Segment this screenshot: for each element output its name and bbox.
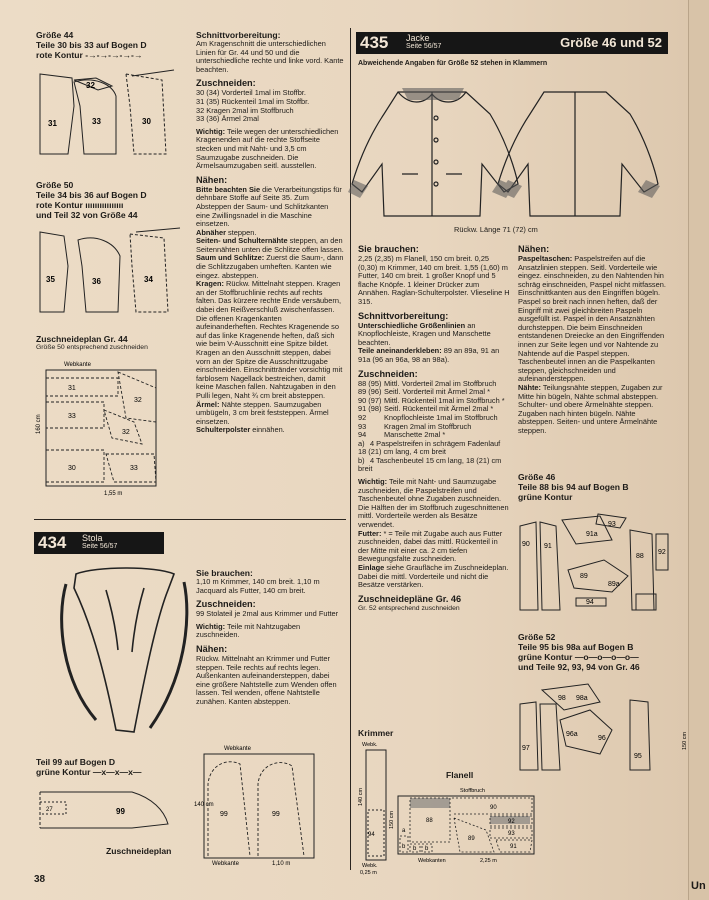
piece-label: 91a — [586, 531, 598, 538]
piece-label: 90 — [490, 805, 497, 811]
g46-pattern-diagram — [516, 510, 676, 620]
stola-instructions — [196, 568, 344, 707]
piece-label: 34 — [144, 275, 153, 284]
flanell-label: Flanell — [446, 770, 474, 780]
piece-label: 88 — [426, 818, 433, 824]
cut-list — [358, 380, 510, 475]
jacke-back-length: Rückw. Länge 71 (72) cm — [454, 225, 538, 234]
piece-label: 30 — [68, 465, 76, 472]
plan-height: 160 cm — [36, 414, 42, 434]
stola-plan-label: Zuschneideplan — [106, 846, 172, 856]
size50-title: Größe 50 — [36, 180, 74, 190]
cut-list-item: 33 (36) Ärmel 2mal — [196, 114, 259, 124]
important-note: Wichtig: Teile wegen der unterschiedlichen Kragenenden auf die rechte Stoffseite stecken und mit Naht- und 3,5 cm Saumzugabe zuschneiden. Die Ärmelsaumzugaben seitl. ausstellen. — [196, 126, 339, 171]
piece-label: b — [413, 846, 417, 852]
cut-list-item: 32 Kragen 2mal im Stoffbruch — [196, 105, 294, 115]
piece-label: 90 — [522, 541, 530, 548]
cut-list-item: 91 (98) Seitl. Rückenteil mit Ärmel 2mal * — [358, 404, 494, 414]
plan-height: 140 cm — [194, 802, 214, 808]
g52-line2: grüne Kontur —o—o—o—o— — [518, 652, 639, 662]
important-note: Wichtig: Teile mit Naht- und Saumzugabe zuschneiden, die Paspelstreifen und Taschenbeutel ohne Zugaben zuschneiden. Die Hälften der im Stoffbruch zugeschnittenen mittl. Vorderteile werden als Besätze verwendet. — [358, 477, 509, 530]
g52-line1: Teile 95 bis 98a auf Bogen B — [518, 642, 634, 652]
sew-paragraph: Saum und Schlitze: Zuerst die Saum-, dann die Schlitzzugaben umheften. Kanten wie eingez. absteppen. — [196, 253, 344, 280]
piece-label: 96a — [566, 731, 578, 738]
stola-cutting-plan — [194, 744, 344, 874]
size44-pattern-diagram — [34, 66, 189, 166]
cut-heading: Zuschneiden: — [196, 78, 256, 89]
interfacing-note: Einlage siehe Graufläche im Zuschneideplan. Dabei die mittl. Vorderteile und nicht die Besätze verstärken. — [358, 563, 509, 590]
size50-line3: und Teil 32 von Größe 44 — [36, 210, 138, 220]
vertical-divider — [350, 28, 351, 870]
piece-label: b — [402, 844, 406, 850]
jacke-illustration — [358, 74, 668, 224]
piece-label: 98 — [558, 695, 566, 702]
piece-label: 98a — [576, 695, 588, 702]
g46-line1: Teile 88 bis 94 auf Bogen B — [518, 482, 629, 492]
stola-part-caption — [36, 757, 196, 777]
piece-label: 27 — [46, 807, 53, 813]
piece-label: 93 — [508, 831, 515, 837]
piece-label: 92 — [658, 549, 666, 556]
krimmer-plan — [358, 740, 394, 876]
flanell-webkante: Webkanten — [418, 858, 446, 864]
plan-webkante: Webkante — [64, 362, 91, 368]
sew-paragraph: Kragen: Rückw. Mittelnaht steppen. Kragen an der Stoffbruchlinie rechts auf rechts falten. Das kürzere rechte Ende versäubern, dabei den Reißverschluß zwischenfassen. Die offenen Kragenkanten aufeinanderheften. Rechtes Kragenende so auf das linke Kragenende heften, daß sich wie beim V-Ausschnitt eine Spitze bildet. Kragen an den Ausschnitt steppen, dabei vorn an der Spitze die Ausschnittzugabe einschneiden. Einschnittränder vorsichtig mit farblosem Nagellack bestreichen, damit keine Maschen fallen. Nahtzugaben in den Pulli legen, Naht ¾ cm breit absteppen. — [196, 279, 343, 400]
piece-label: 32 — [134, 397, 142, 404]
cut-list-item: 94 Manschette 2mal * — [358, 430, 446, 440]
piece-label: 33 — [130, 465, 138, 472]
size50-caption — [36, 180, 186, 220]
piece-label: 94 — [368, 832, 375, 838]
piece-label: 99 — [220, 811, 228, 818]
sew-paragraph: Ärmel: Nähte steppen. Saumzugaben umbügeln, 3 cm breit feststeppen. Ärmel einsetzen. — [196, 399, 329, 426]
jacke-title: Jacke — [406, 33, 430, 43]
piece-label: 96 — [598, 735, 606, 742]
webk-label: Webk. — [362, 742, 378, 748]
piece-label: 31 — [68, 385, 76, 392]
krimmer-label: Krimmer — [358, 728, 394, 738]
cut-list-item: a) 4 Paspelstreifen in schrägem Fadenlauf 18 (21) cm lang, 4 cm breit — [358, 438, 501, 457]
g52-pattern-diagram — [516, 680, 666, 775]
jacke-number: 435 — [360, 33, 389, 52]
plan-width: 1,55 m — [104, 491, 123, 497]
cut-list-item: 93 Kragen 2mal im Stoffbruch — [358, 421, 472, 431]
piece-label: 32 — [86, 81, 95, 90]
sew-paragraph: Nähte: Teilungsnähte steppen, Zugaben zur Mitte hin bügeln, Nähte schmal absteppen. Schulter- und obere Ärmelnähte steppen. Zugaben nach hinten bügeln. Nähte absteppen. Seiten- und untere Ärmelnähte steppen. — [518, 382, 663, 435]
jacke-page-ref: Seite 56/57 — [406, 43, 442, 50]
stola-title: Stola — [82, 533, 103, 543]
cut-list-item: 30 (34) Vorderteil 1mal im Stoffbr. — [196, 88, 306, 98]
piece-label: 89a — [608, 581, 620, 588]
piece-label: 97 — [522, 745, 530, 752]
sew-heading: Nähen: — [196, 174, 228, 185]
flanell-stoffbruch: Stoffbruch — [460, 788, 485, 794]
size44-title: Größe 44 — [36, 30, 74, 40]
piece-label: 91 — [510, 844, 517, 850]
needs-text: 1,10 m Krimmer, 140 cm breit. 1,10 m Jacquard als Futter, 140 cm breit. — [196, 577, 320, 595]
size50-line1: Teile 34 bis 36 auf Bogen D — [36, 190, 147, 200]
piece-label: 89 — [580, 573, 588, 580]
piece-label: 32 — [122, 429, 130, 436]
piece-label: 30 — [142, 117, 151, 126]
piece-label: b — [425, 846, 429, 852]
prep-text: Am Kragenschnitt die unterschiedlichen Linien für Gr. 44 und 50 und die unterschiedliche rechte und linke vord. Kante beachten. — [196, 39, 344, 74]
g46-line2: grüne Kontur — [518, 492, 573, 502]
g52-caption — [518, 632, 678, 672]
plan-webkante-top: Webkante — [224, 746, 251, 752]
sew-heading: Nähen: — [518, 244, 550, 254]
sew-paragraph: Schulterpolster einnähen. — [196, 425, 285, 435]
webk-label: Webk. — [362, 863, 378, 869]
piece-label: 95 — [634, 753, 642, 760]
sew-paragraph: Seiten- und Schulternähte steppen, an den Seitennähten unten die Schlitze offen lassen. — [196, 236, 344, 254]
plan44-sub: Größe 50 entsprechend zuschneiden — [36, 344, 148, 351]
piece-label: 31 — [48, 119, 57, 128]
jacke-subtitle: Abweichende Angaben für Größe 52 stehen in Klammern — [358, 60, 548, 67]
cut-text: 99 Stolateil je 2mal aus Krimmer und Futter — [196, 609, 339, 619]
sew-paragraph: Paspeltaschen: Paspelstreifen auf die Ansatzlinien steppen. Seitl. Vorderteile wie eingez. einschneiden, zu den Nahtenden hin schräg einschneiden, Paspel nicht mitfassen. Einschnittkanten aus den Eingriffen bügeln. Paspel so breit nach innen heften, daß der Eingriff mit zwei gleichbreiten Paspeln ausgefüllt ist. Paspel in den Ansatznähten durchsteppen. Die beim Einschneiden entstandenen Dreiecke an den Eingriffenden innen zur Seite legen und vor Nahtende zu Nahtende auf die Paspel steppen. Taschenbeutel innen an die Paspelkanten steppen, gleichschneiden und aufeinandersteppen. — [518, 254, 666, 384]
sew-text: Rückw. Mittelnaht an Krimmer und Futter steppen. Teile rechts auf rechts legen. Außenkanten aufeinandersteppen, dabei eine größere Nahtstelle zum Wenden offen lassen. Teil wenden, offene Nahtstelle zunähen. Kanten absteppen. — [196, 653, 337, 706]
piece-label: 99 — [116, 807, 125, 816]
sew-paragraph: Bitte beachten Sie die Verarbeitungstips für dehnbare Stoffe auf Seite 35. Zum Absteppen der Saum- und Schlitzkanten eine Zwillingsnadel in die Maschine einsetzen. — [196, 184, 342, 229]
stola-page-ref: Seite 56/57 — [82, 543, 118, 550]
piece-label: 33 — [92, 117, 101, 126]
jacke-instructions-right — [518, 240, 670, 435]
needs-text: 2,25 (2,35) m Flanell, 150 cm breit. 0,25 (0,30) m Krimmer, 140 cm breit. 1,55 (1,60) m Futter, 140 cm breit. 1 großer Knopf und 5 flache Knöpfe. 1 kleiner Drücker zum Annähen. Raglan-Schulterpolster. Vlieseline H 315. — [358, 254, 510, 306]
piece-label: 89 — [468, 836, 475, 842]
sew-heading: Nähen: — [196, 643, 228, 654]
size44-line2: rote Kontur -→-→-→-→-→ — [36, 50, 143, 60]
jacke-instructions-left — [358, 240, 510, 613]
plan-webkante-bottom: Webkante — [212, 861, 239, 867]
piece-label: 36 — [92, 277, 101, 286]
stola-illustration — [46, 560, 196, 740]
cut-list-item: 88 (95) Mittl. Vorderteil 2mal im Stoffbruch — [358, 378, 497, 388]
flanell-plan — [390, 786, 540, 866]
pullover-instructions — [196, 30, 344, 435]
krimmer-height: 140 cm — [358, 787, 364, 806]
plan44-title: Zuschneideplan Gr. 44 — [36, 334, 128, 344]
size44-caption — [36, 30, 186, 60]
cut-list-item: 31 (35) Rückenteil 1mal im Stoffbr. — [196, 96, 310, 106]
size50-pattern-diagram — [34, 226, 189, 321]
plan44-layout-diagram — [34, 358, 194, 498]
piece-label: 88 — [636, 553, 644, 560]
stola-header — [34, 532, 164, 554]
stola-number: 434 — [38, 533, 67, 552]
cut-list-item: b) 4 Taschenbeutel 15 cm lang, 18 (21) cm breit — [358, 455, 502, 474]
lining-note: Futter: * = Teile mit Zugabe auch aus Futter zuschneiden, dabei das mittl. Rückenteil in der Mitte mit einer ca. 2 cm tiefen Bewegungsfalte zuschneiden. — [358, 528, 503, 564]
cut-list-item: 92 Knopflochleiste 1mal im Stoffbruch — [358, 412, 498, 422]
plans-sub: Gr. 52 entsprechend zuschneiden — [358, 604, 460, 612]
sew-paragraph: Abnäher steppen. — [196, 227, 257, 237]
piece-label: 35 — [46, 275, 55, 284]
piece-label: 99 — [272, 811, 280, 818]
cut-list-item: 90 (97) Mittl. Rückenteil 1mal im Stoffbruch * — [358, 395, 505, 405]
prep-text: Teile aneinanderkleben: 89 an 89a, 91 an 91a (96 an 96a, 98 an 98a). — [358, 346, 500, 364]
important-note: Wichtig: Teile mit Nahtzugaben zuschneiden. — [196, 621, 301, 640]
jacke-header — [356, 32, 668, 54]
piece-label: 92 — [508, 819, 515, 825]
stola-part-line1: Teil 99 auf Bogen D — [36, 757, 116, 767]
jacke-sizes: Größe 46 und 52 — [560, 35, 662, 50]
stola-pattern-diagram — [36, 784, 186, 839]
prep-text: Unterschiedliche Größenlinien an Knopflochleiste, Kragen und Manschette beachten. — [358, 320, 491, 347]
g52-height: 150 cm — [682, 731, 688, 750]
piece-label: a — [402, 828, 406, 834]
krimmer-width: 0,25 m — [360, 870, 377, 876]
stola-part-line2: grüne Kontur —x—x—x— — [36, 767, 142, 777]
size50-line2: rote Kontur ıııııııııııııııı — [36, 200, 124, 210]
next-page-edge — [688, 0, 709, 900]
g52-line3: und Teile 92, 93, 94 von Gr. 46 — [518, 662, 640, 672]
needs-heading: Sie brauchen: — [196, 568, 253, 578]
next-page-fragment: Un — [691, 880, 706, 892]
g46-title: Größe 46 — [518, 472, 556, 482]
piece-label: 33 — [68, 413, 76, 420]
needs-heading: Sie brauchen: — [358, 244, 419, 254]
prep-heading: Schnittvorbereitung: — [358, 310, 449, 321]
g46-caption — [518, 472, 678, 502]
cut-list-item: 89 (96) Seitl. Vorderteil mit Ärmel 2mal * — [358, 387, 490, 397]
page-number: 38 — [34, 874, 46, 885]
piece-label: 94 — [586, 599, 594, 606]
flanell-height: 150 cm — [389, 810, 395, 829]
horizontal-divider — [34, 519, 346, 520]
g52-title: Größe 52 — [518, 632, 556, 642]
cut-heading: Zuschneiden: — [196, 599, 256, 610]
prep-heading: Schnittvorbereitung: — [196, 30, 281, 40]
piece-label: 91 — [544, 543, 552, 550]
plans-title: Zuschneidepläne Gr. 46 — [358, 593, 462, 604]
size44-line1: Teile 30 bis 33 auf Bogen D — [36, 40, 147, 50]
piece-label: 93 — [608, 521, 616, 528]
cut-heading: Zuschneiden: — [358, 368, 418, 379]
plan44-caption — [36, 334, 196, 353]
flanell-width: 2,25 m — [480, 858, 497, 864]
plan-width: 1,10 m — [272, 861, 291, 867]
